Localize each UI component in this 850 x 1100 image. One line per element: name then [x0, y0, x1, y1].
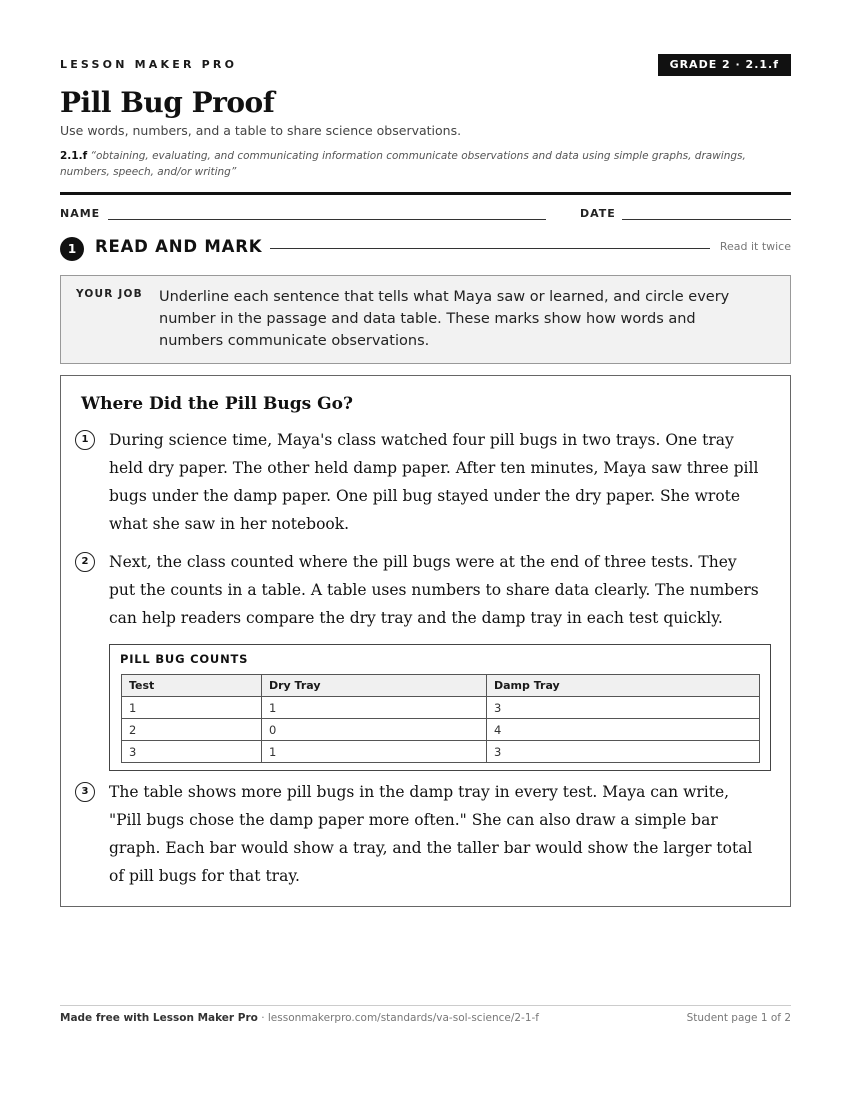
paragraph-text: The table shows more pill bugs in the damp tray in every test. Maya can write, "Pill bugs chose the damp paper more often." She can also draw a simple bar graph. Each bar would show a tray, and the taller bar would show the larger total of pill bugs for that tray. — [109, 783, 753, 885]
footer-url: · lessonmakerpro.com/standards/va-sol-science/2-1-f — [257, 1012, 540, 1024]
reading-passage — [60, 375, 791, 907]
table-cell: 2 — [122, 719, 262, 741]
name-label: NAME — [60, 207, 101, 220]
table-row — [122, 719, 760, 741]
table-cell: 1 — [262, 741, 487, 763]
standard-text: “obtaining, evaluating, and communicating information communicate observations and data using simple graphs, drawings, numbers, speech, and/or writing” — [60, 150, 746, 178]
table-header-row — [122, 675, 760, 697]
brand-name: LESSON MAKER PRO — [60, 58, 238, 71]
date-label: DATE — [580, 207, 616, 220]
table-cell: 0 — [262, 719, 487, 741]
column-header-damp-tray: Damp Tray — [487, 675, 760, 697]
standard-code: 2.1.f — [60, 150, 88, 162]
header-divider — [60, 192, 791, 195]
column-header-dry-tray: Dry Tray — [262, 675, 487, 697]
table-cell: 4 — [487, 719, 760, 741]
table-cell: 1 — [122, 697, 262, 719]
pill-bug-counts-table — [109, 644, 771, 771]
name-date-row — [60, 207, 791, 223]
table-cell: 3 — [487, 697, 760, 719]
paragraph-number: 2 — [75, 552, 95, 572]
table-cell: 1 — [262, 697, 487, 719]
data-table — [121, 674, 760, 763]
table-cell: 3 — [487, 741, 760, 763]
grade-badge: GRADE 2 · 2.1.f — [658, 54, 791, 76]
section-divider — [270, 248, 710, 249]
footer-credit — [60, 1012, 539, 1024]
page-subtitle: Use words, numbers, and a table to share science observations. — [60, 123, 462, 138]
section-heading — [60, 236, 791, 260]
table-title: PILL BUG COUNTS — [120, 652, 249, 666]
paragraph-number: 1 — [75, 430, 95, 450]
name-field[interactable] — [108, 219, 546, 220]
your-job-box — [60, 275, 791, 364]
passage-title: Where Did the Pill Bugs Go? — [81, 394, 353, 414]
column-header-test: Test — [122, 675, 262, 697]
page-number: Student page 1 of 2 — [686, 1012, 791, 1024]
standard-description — [60, 148, 791, 180]
table-row — [122, 697, 760, 719]
paragraph-number: 3 — [75, 782, 95, 802]
footer-made-with: Made free with Lesson Maker Pro — [60, 1012, 258, 1024]
page-title: Pill Bug Proof — [60, 86, 275, 119]
table-row — [122, 741, 760, 763]
section-title: READ AND MARK — [95, 237, 263, 256]
table-cell: 3 — [122, 741, 262, 763]
date-field[interactable] — [622, 219, 791, 220]
worksheet-page — [60, 0, 791, 1100]
paragraph-text: Next, the class counted where the pill bugs were at the end of three tests. They put the counts in a table. A table uses numbers to share data clearly. The numbers can help readers compare the dry tray and the damp tray in each test quickly. — [109, 553, 759, 627]
your-job-instructions: Underline each sentence that tells what Maya saw or learned, and circle every number in the passage and data table. These marks show how words and numbers communicate observations. — [159, 289, 730, 349]
your-job-label: YOUR JOB — [76, 288, 143, 300]
section-note: Read it twice — [719, 240, 791, 253]
footer-divider — [60, 1005, 791, 1006]
section-number-badge: 1 — [60, 237, 84, 261]
paragraph-text: During science time, Maya's class watched four pill bugs in two trays. One tray held dry paper. The other held damp paper. After ten minutes, Maya saw three pill bugs under the damp paper. One pill bug stayed under the dry paper. She wrote what she saw in her notebook. — [109, 431, 759, 533]
header — [60, 56, 791, 78]
